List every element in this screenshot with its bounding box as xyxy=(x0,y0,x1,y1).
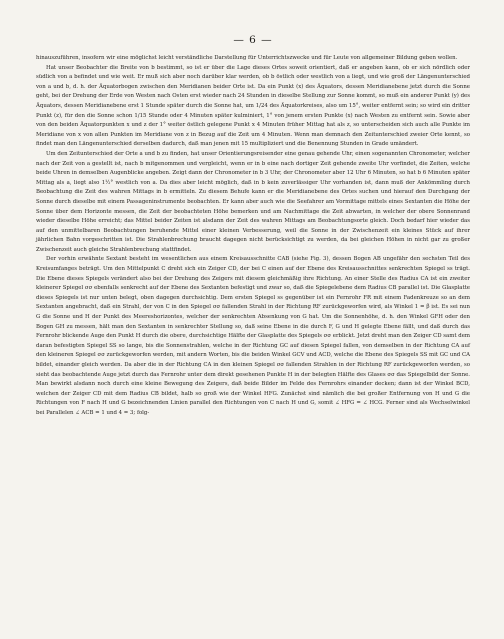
body-text xyxy=(36,54,470,419)
page-number: — 6 — xyxy=(233,34,273,46)
paragraph-sextant-description: Der vorhin erwähnte Sextant besteht im wesentlichen aus einem Kreisausschnitte CAB (siehe Fig. 3), dessen Bogen AB ungefähr den sechsten Teil des Kreisumfanges beträgt. Um den Mittelpunkt C dreht sich ein Zeiger CD, der bei C einen auf der Ebene des Kreisausschnittes senkrechten Spiegel ss trägt. Die Ebene dieses Spiegels verändert also bei der Drehung des Zeigers mit diesem gleichmäßig ihre Richtung. An einer Stelle des Radius CA ist ein zweiter kleinerer Spiegel σσ ebenfalls senkrecht auf der Ebene des Sextanten befestigt und zwar so, daß die Spiegelebene dem Radius CB parallel ist. Die Glasplatte dieses Spiegels ist nur unten belegt, oben dagegen durchsichtig. Dem ersten Spiegel ss gegenüber ist ein Fernrohr FR mit einem Fadenkreuze so an dem Sextanten angebracht, daß ein Strahl, der von C in den Spiegel σσ fallenden Strahl in der Richtung RF zurückgeworfen wird, als Winkel 1 = β ist. Es sei nun G die Sonne und H der Punkt des Meereshorizontes, welcher der senkrechten Absenkung von G hat. Um die Sonnenhöhe, d. h. den Winkel GFH oder den Bogen GH zu messen, hält man den Sextanten in senkrechter Stellung so, daß seine Ebene in die durch F, G und H gelegte Ebene fällt, und daß durch das Fernrohr blickende Auge den Punkt H durch die obere, durchsichtige Hälfte der Glasplatte des Spiegels σσ erblickt. Jetzt dreht man den Zeiger CD samt dem daran befestigten Spiegel SS so lange, bis die Sonnenstrahlen, welche in der Richtung GC auf diesen Spiegel fallen, von demselben in der Richtung CA auf den kleineren Spiegel σσ zurückgeworfen werden, mit andern Worten, bis die beiden Winkel GCV und ACD, welche die Ebene des Spiegels SS mit GC und CA bildet, einander gleich werden. Da aber die in der Richtung CA in den kleinen Spiegel σσ fallenden Strahlen in der Richtung RF zurückgeworfen werden, so sieht das beobachtende Auge jetzt durch das Fernrohr unter dem direkt gesehenen Punkte H in der belegten Hälfte des Glases σσ das Spiegelbild der Sonne. Man bewirkt alsdann noch durch eine kleine Bewegung des Zeigers, daß beide Bilder im Felde des Fernrohrs einander decken; dann ist der Winkel BCD, welchen der Zeiger CD mit dem Radius CB bildet, halb so groß wie der Winkel HFG. Zunächst sind nämlich die bei großer Entfernung von H und G die Richtungen von F nach H und G bezeichnenden Linien parallel den Richtungen von C nach H und G, somit ∠ HFG = ∠ HCG. Ferner sind als Wechselwinkel bei Parallelen ∠ ACB = 1 und 4 = 3; folg- xyxy=(36,256,470,416)
paragraph-intro-continuation: hinauszuführen, insofern wir eine möglichst leicht verständliche Darstellung für Unterrichtszwecke und für Leute von allgemeiner Bildung geben wollen. xyxy=(36,55,458,61)
paragraph-time-difference: Um den Zeitunterschied der Orte a und b zu finden, hat unser Orientierungsreisender eine genau gehende Uhr, einen sogenannten Chronometer, welcher nach der Zeit von a gestellt ist, nach b mitgenommen und vergleicht, wenn er in b eine nach dortiger Zeit gehende zweite Uhr vorfindet, die Zeiten, welche beide Uhren in demselben Augenblicke angeben. Zeigt dann der Chronometer in b 3 Uhr, der Chronometer aber 12 Uhr 6 Minuten, so hat b 6 Minuten später Mittag als a, liegt also 1½° westlich von a. Da dies aber leicht möglich, daß in b kein zuverlässiger Uhr vorhanden ist, dann muß der Ankömmling durch Beobachtung die Zeit des wahren Mittags in b ermitteln. Zu diesem Behufe kann er die Meridianebene des Ortes suchen und hierauf den Durchgang der Sonne durch dieselbe mit einem Passageninstrumente beobachten. Er kann aber auch wie die Seefahrer am Vormittage mittels eines Sextanten die Höhe der Sonne über dem Horizonte messen, die Zeit der beobachteten Höhe bemerken und am Nachmittage die Zeit abwarten, in welcher der obere Sonnenrand wieder dieselbe Höhe erreicht; das Mittel beider Zeiten ist alsdann der Zeit des wahren Mittags am Beobachtungsorte gleich. Doch bedarf hier wieder das auf den unmittelbaren Beobachtungen beruhende Mittel einer kleinen Verbesserung, weil die Sonne in der Zwischenzeit ein kleines Stück auf ihrer jährlichen Bahn vorgeschritten ist. Die Strahlenbrechung braucht dagegen nicht berücksichtigt zu werden, da bei gleichen Höhen in nicht gar zu großer Zwischenzeit auch gleiche Strahlenbrechung stattfindet. xyxy=(36,150,470,253)
paragraph-longitude-difference: Hat unser Beobachter die Breite von b bestimmt, so ist er über die Lage dieses Ortes soweit orientiert, daß er angeben kann, ob er sich nördlich oder südlich von a befindet und wie weit. Er muß sich aber noch darüber klar werden, ob b östlich oder westlich von a liegt, und wie groß der Längenunterschied von a und b, d. h. der Äquatorbogen zwischen den Meridianen beider Orte ist. Da ein Punkt (x) des Äquators, dessen Meridianebene jetzt durch die Sonne geht, bei der Drehung der Erde von Westen nach Osten erst wieder nach 24 Stunden in dieselbe Stellung zur Sonne kommt, so muß ein anderer Punkt (y) des Äquators, dessen Meridianebene erst 1 Stunde später durch die Sonne hat, um 1/24 des Äquatorkreises, also um 15°, weiter entfernt sein; so wird ein dritter Punkt (z), für den die Sonne schon 1/15 Stunde oder 4 Minuten später kulminiert, 1° von jenem ersten Punkte (x) nach Westen zu entfernt sein. Sowie aber von den beiden Äquatorpunkten x und z der 1° weiter östlich gelegene Punkt x 4 Minuten früher Mittag hat als z, so unterscheiden sich auch alle Punkte im Meridiane von x von allen Punkten im Meridiane von z in Bezug auf die Zeit um 4 Minuten. Wenn man demnach den Zeitunterschied zweier Orte kennt, so findet man den Längenunterschied derselben dadurch, daß man jenen mit 15 multipliziert und die Benennung Stunden in Grade umändert. xyxy=(36,64,470,148)
